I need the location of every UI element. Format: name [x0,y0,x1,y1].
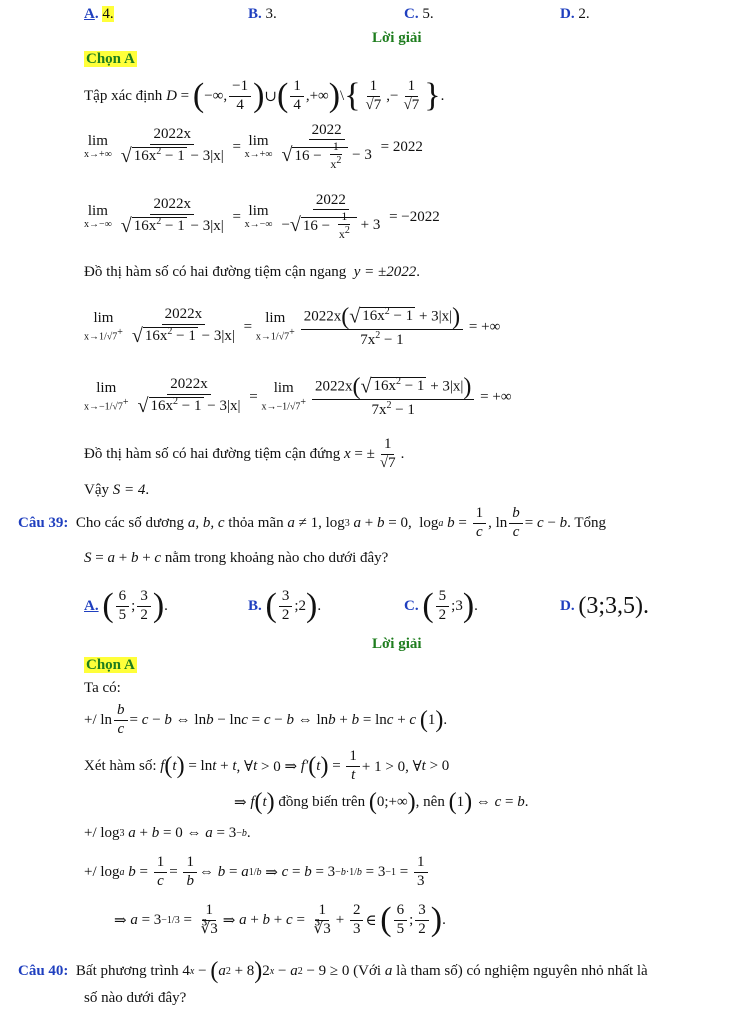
option-b[interactable] [248,6,277,23]
limit-neg-root: lim x→−1/√7+ $\frac{2022x}{√ 16x^2 - 1 - 3|x|}$ = lim x→−1/√7+ $\frac{2022x(√ 16x^2 - 1 + 3|x|)}{7x^2 - 1}$ = +∞ [84,373,512,418]
step-monotonic: ⇒ f ( t ) đồng biến trên ( 0;+∞ ) , nên ( 1 ) ⇔ c = b . [234,789,529,815]
question-39-label: Câu 39: [18,514,69,531]
option-c-value: 5. [422,6,434,22]
option-a-letter: A [84,6,95,22]
domain-line: Tập xác định D = ( −∞, $\frac{-1}{4}$ ) ∪ ( $\frac{1}{4}$ ,+∞ ) \ { $\frac{1}{√7}$ ,− $\frac{1}{√7}$ } . [84,77,445,114]
question-40-line-1: Câu 40: Bất phương trình 4 x − ( a 2 + 8 ) 2 x − a 2 − 9 ≥ 0 (Với a là tham số) có nghiệm nguyên nhỏ nhất là [18,958,648,984]
option-d[interactable] [560,6,590,23]
horizontal-asymptote-line: Đồ thị hàm số có hai đường tiệm cận ngang y = ±2022. [84,264,421,280]
question-39-line-2: S = a + b + c nằm trong khoảng nào cho dưới đây? [84,550,389,566]
conclusion-38: Vậy S = 4. [84,482,150,498]
limit-plus-inf: lim x→+∞ $\frac{2022x}{√ 16x^2 - 1 - 3|x|}$ = lim x→+∞ 2022 √ 16 − $\frac{1}{x^2}$ − 3 = 2022 [84,122,423,172]
option-d-letter: D. [560,6,575,22]
q39-option-a[interactable]: A. ( $\frac{6}{5}$ ; $\frac{3}{2}$ ) . [84,587,168,624]
question-39-line-1: Câu 39: Cho các số dương a, b, c thỏa mãn a ≠ 1, log 3 a + b = 0, log a b = $\frac{1}{c}$ , ln $\frac{b}{c}$ = c − b . Tổng [18,505,607,540]
q39-option-d[interactable]: D. (3;3,5). [560,593,649,619]
solution-heading: Lời giải [372,30,422,46]
question-40-line-2: số nào dưới đây? [84,990,187,1006]
step-result: ⇒ a = 3 −1/3 = $\frac{1}{∛3}$ ⇒ a + b + c = $\frac{1}{∛3}$ + $\frac{2}{3}$ ∈ ( $\frac{6}{5}$ ; $\frac{3}{2}$ ) . [114,901,446,938]
step-function: Xét hàm số: f ( t ) = ln t + t , ∀ t > 0 ⇒ f′ ( t ) = $\frac{1}{t}$ + 1 > 0, ∀ t > 0 [84,748,450,783]
step-log3: +/ log 3 a + b = 0 ⇔ a = 3 −b . [84,824,251,841]
option-a-value: 4. [102,6,114,22]
q39-option-b[interactable]: B. ( $\frac{3}{2}$ ;2 ) . [248,587,322,624]
limit-pos-root: lim x→1/√7+ $\frac{2022x}{√ 16x^2 - 1 - 3|x|}$ = lim x→1/√7+ $\frac{2022x(√ 16x^2 - 1 + 3|x|)}{7x^2 - 1}$ = +∞ [84,303,501,348]
question-40-label: Câu 40: [18,962,69,979]
option-c-letter: C. [404,6,419,22]
limit-minus-inf: lim x→−∞ $\frac{2022x}{√ 16x^2 - 1 - 3|x|}$ = lim x→−∞ 2022 −√ 16 − $\frac{1}{x^2}$ + 3 = −2022 [84,192,440,242]
step-ln: +/ ln $\frac{b}{c}$ = c − b ⇔ ln b − ln c = c − b ⇔ ln b + b = ln c + c ( 1 ) . [84,702,448,737]
step-loga: +/ log a b = $\frac{1}{c}$ = $\frac{1}{b}$ ⇔ b = a 1/b ⇒ c = b = 3 −b·1/b = 3 −1 = $\frac{1}{3}$ [84,850,430,894]
option-a[interactable]: A. 4. [84,6,114,22]
answer-tag: Chọn A [86,51,135,67]
q39-option-c[interactable]: C. ( $\frac{5}{2}$ ;3 ) . [404,587,478,624]
answer-tag-39: Chọn A [86,657,135,673]
ta-co: Ta có: [84,680,121,696]
option-c[interactable] [404,6,434,23]
option-b-letter: B. [248,6,262,22]
vertical-asymptote-line: Đồ thị hàm số có hai đường tiệm cận đứng x = ± $\frac{1}{√7}$ . [84,436,405,471]
solution-heading-39: Lời giải [372,636,422,652]
option-d-value: 2. [578,6,590,22]
option-b-value: 3. [265,6,277,22]
